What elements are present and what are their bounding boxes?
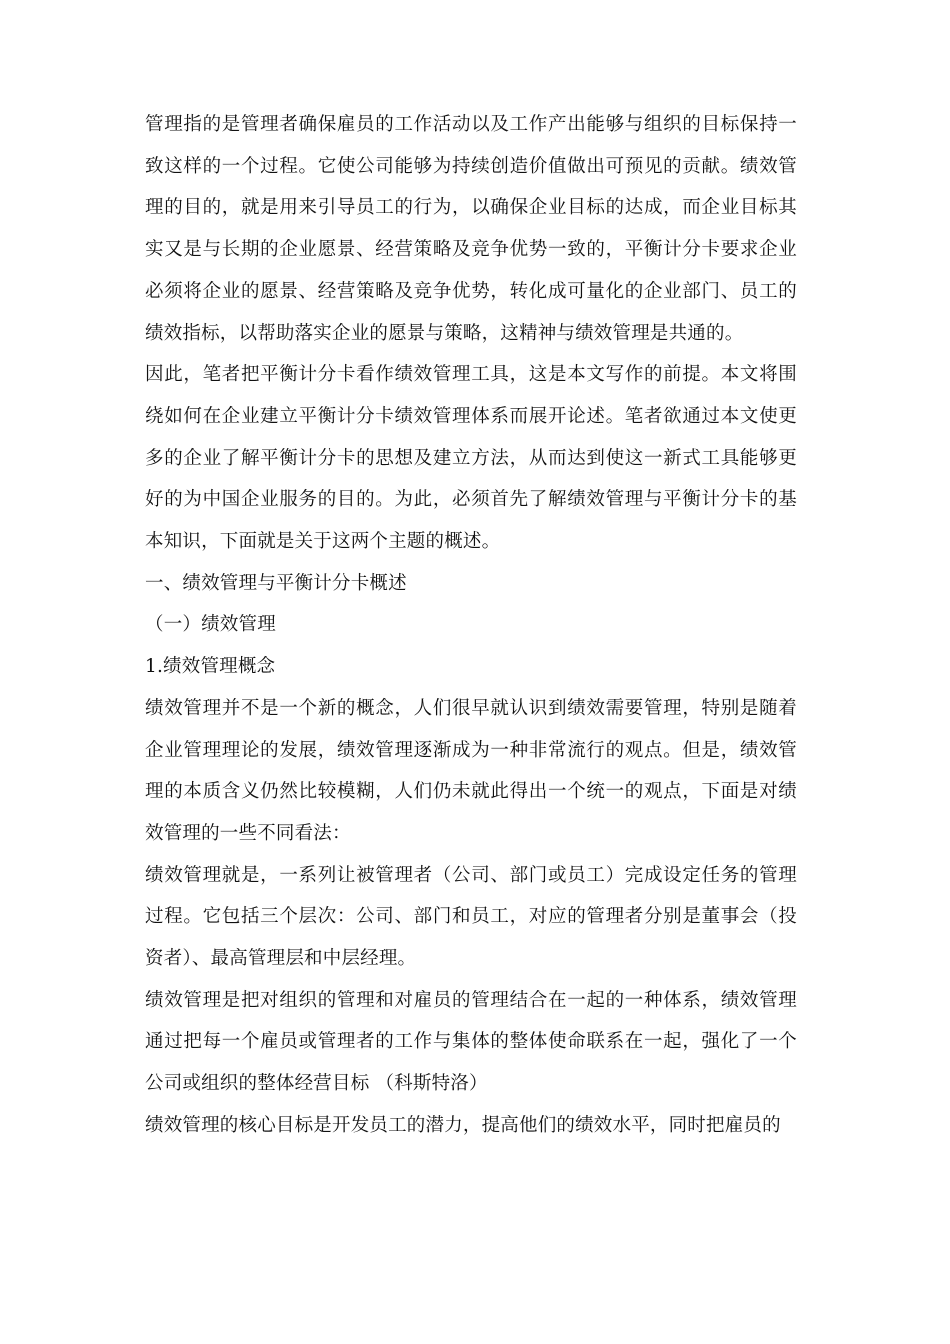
paragraph-definition-system: 绩效管理是把对组织的管理和对雇员的管理结合在一起的一种体系，绩效管理通过把每一个雇员或管理者的工作与集体的整体使命联系在一起，强化了一个公司或组织的整体经营目标 （科斯特洛） <box>145 989 797 1095</box>
paragraph-premise: 因此，笔者把平衡计分卡看作绩效管理工具，这是本文写作的前提。本文将围绕如何在企业建立平衡计分卡绩效管理体系而展开论述。笔者欲通过本文使更多的企业了解平衡计分卡的思想及建立方法，从而达到使这一新式工具能够更好的为中国企业服务的目的。为此，必须首先了解绩效管理与平衡计分卡的基本知识，下面就是关于这两个主题的概述。 <box>145 364 797 553</box>
subsubsection-heading-concept: 1.绩效管理概念 <box>145 656 276 678</box>
paragraph-concept-intro: 绩效管理并不是一个新的概念，人们很早就认识到绩效需要管理，特别是随着企业管理理论的发展，绩效管理逐渐成为一种非常流行的观点。但是，绩效管理的本质含义仍然比较模糊，人们仍未就此得出一个统一的观点，下面是对绩效管理的一些不同看法： <box>145 697 797 844</box>
section-heading-overview: 一、绩效管理与平衡计分卡概述 <box>145 572 407 594</box>
document-body <box>145 104 797 1147</box>
paragraph-core-goal: 绩效管理的核心目标是开发员工的潜力，提高他们的绩效水平，同时把雇员的 <box>145 1114 781 1136</box>
paragraph-definition-process: 绩效管理就是，一系列让被管理者（公司、部门或员工）完成设定任务的管理过程。它包括三个层次：公司、部门和员工，对应的管理者分别是董事会（投资者）、最高管理层和中层经理。 <box>145 864 797 970</box>
subsection-heading-performance-management: （一）绩效管理 <box>145 614 276 636</box>
paragraph-management-definition: 管理指的是管理者确保雇员的工作活动以及工作产出能够与组织的目标保持一致这样的一个过程。它使公司能够为持续创造价值做出可预见的贡献。绩效管理的目的，就是用来引导员工的行为，以确保企业目标的达成，而企业目标其实又是与长期的企业愿景、经营策略及竞争优势一致的，平衡计分卡要求企业必须将企业的愿景、经营策略及竞争优势，转化成可量化的企业部门、员工的绩效指标，以帮助落实企业的愿景与策略，这精神与绩效管理是共通的。 <box>145 114 797 344</box>
